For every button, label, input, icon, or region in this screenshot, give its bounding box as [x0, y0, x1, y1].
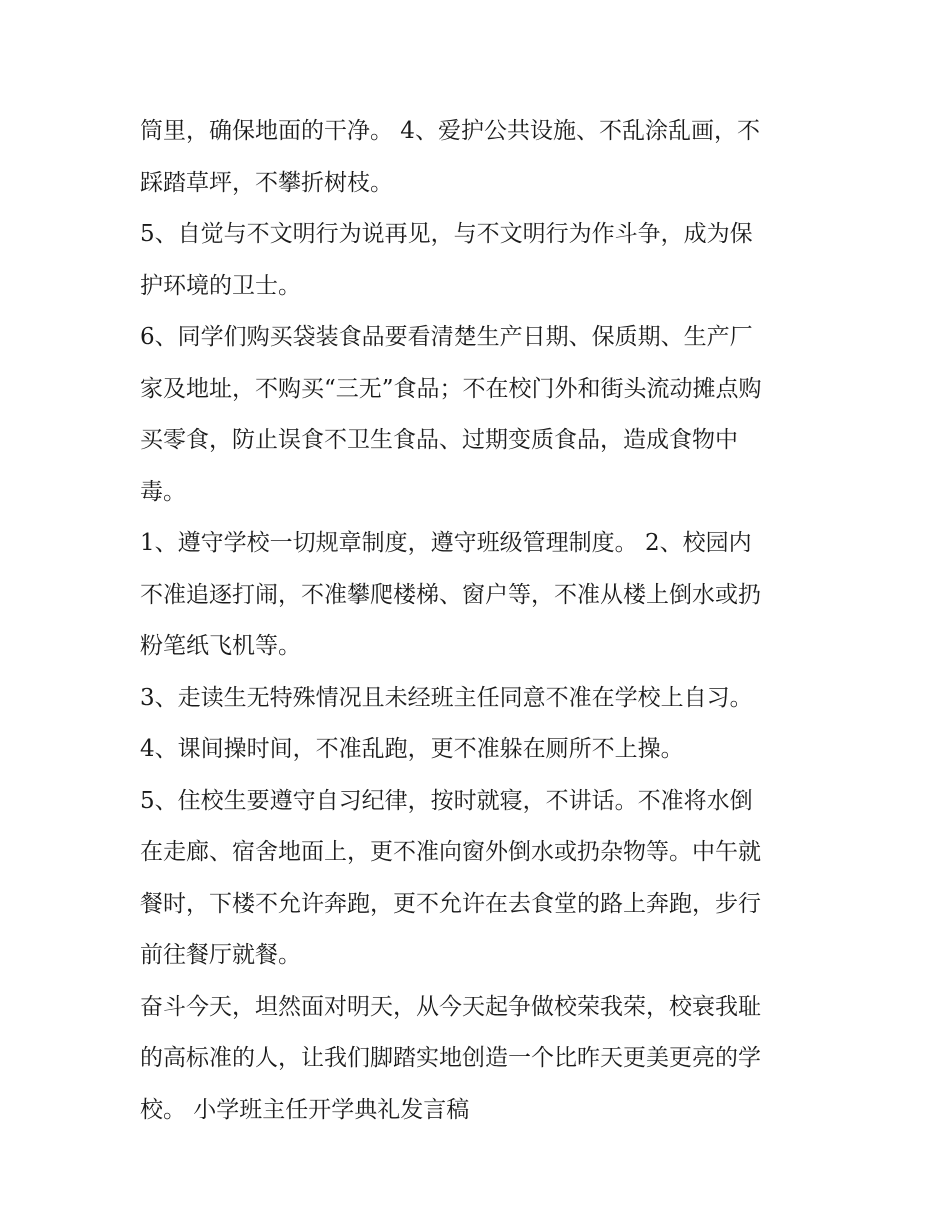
paragraph-discipline-rule-5 [140, 776, 830, 982]
paragraph-closing [140, 982, 830, 1137]
text-line: 家及地址，不购买“三无”食品；不在校门外和街头流动摊点购 [140, 375, 762, 402]
text-line: 在走廊、宿舍地面上，更不准向窗外倒水或扔杂物等。中午就 [140, 839, 761, 865]
text-line: 餐时，下楼不允许奔跑，更不允许在去食堂的路上奔跑，步行 [140, 890, 761, 917]
paragraph-discipline-rule-4 [140, 724, 830, 776]
text-line: 毒。 [140, 478, 186, 505]
text-line: 1、遵守学校一切规章制度，遵守班级管理制度。 2、校园内 [140, 530, 752, 556]
text-line: 筒里，确保地面的干净。 4、爱护公共设施、不乱涂乱画，不 [140, 118, 760, 144]
text-line: 前往餐厅就餐。 [140, 942, 301, 968]
paragraph-discipline-rules-1-2 [140, 518, 830, 673]
text-line: 5、住校生要遵守自习纪律，按时就寝，不讲话。不准将水倒 [140, 787, 753, 814]
text-line: 粉笔纸飞机等。 [140, 633, 301, 659]
paragraph-environment-rule-4 [140, 106, 830, 209]
text-line: 不准追逐打闹，不准攀爬楼梯、窗户等，不准从楼上倒水或扔 [140, 581, 761, 608]
text-line: 校。 小学班主任开学典礼发言稿 [140, 1096, 470, 1123]
text-line: 6、同学们购买袋装食品要看清楚生产日期、保质期、生产厂 [140, 324, 753, 350]
paragraph-discipline-rule-3 [140, 673, 830, 725]
text-line: 3、走读生无特殊情况且未经班主任同意不准在学校上自习。 [140, 684, 753, 711]
document-body [140, 106, 830, 1136]
paragraph-environment-rule-5 [140, 209, 830, 312]
text-line: 奋斗今天，坦然面对明天，从今天起争做校荣我荣，校衰我耻 [140, 993, 761, 1020]
text-line: 的高标准的人，让我们脚踏实地创造一个比昨天更美更亮的学 [140, 1045, 761, 1071]
text-line: 买零食，防止误食不卫生食品、过期变质食品，造成食物中 [140, 427, 738, 453]
text-line: 护环境的卫士。 [140, 272, 301, 299]
paragraph-food-safety-rule-6 [140, 312, 830, 518]
text-line: 4、课间操时间，不准乱跑，更不准躲在厕所不上操。 [140, 736, 684, 762]
text-line: 5、自觉与不文明行为说再见，与不文明行为作斗争，成为保 [140, 221, 753, 247]
text-line: 踩踏草坪，不攀折树枝。 [140, 169, 393, 196]
